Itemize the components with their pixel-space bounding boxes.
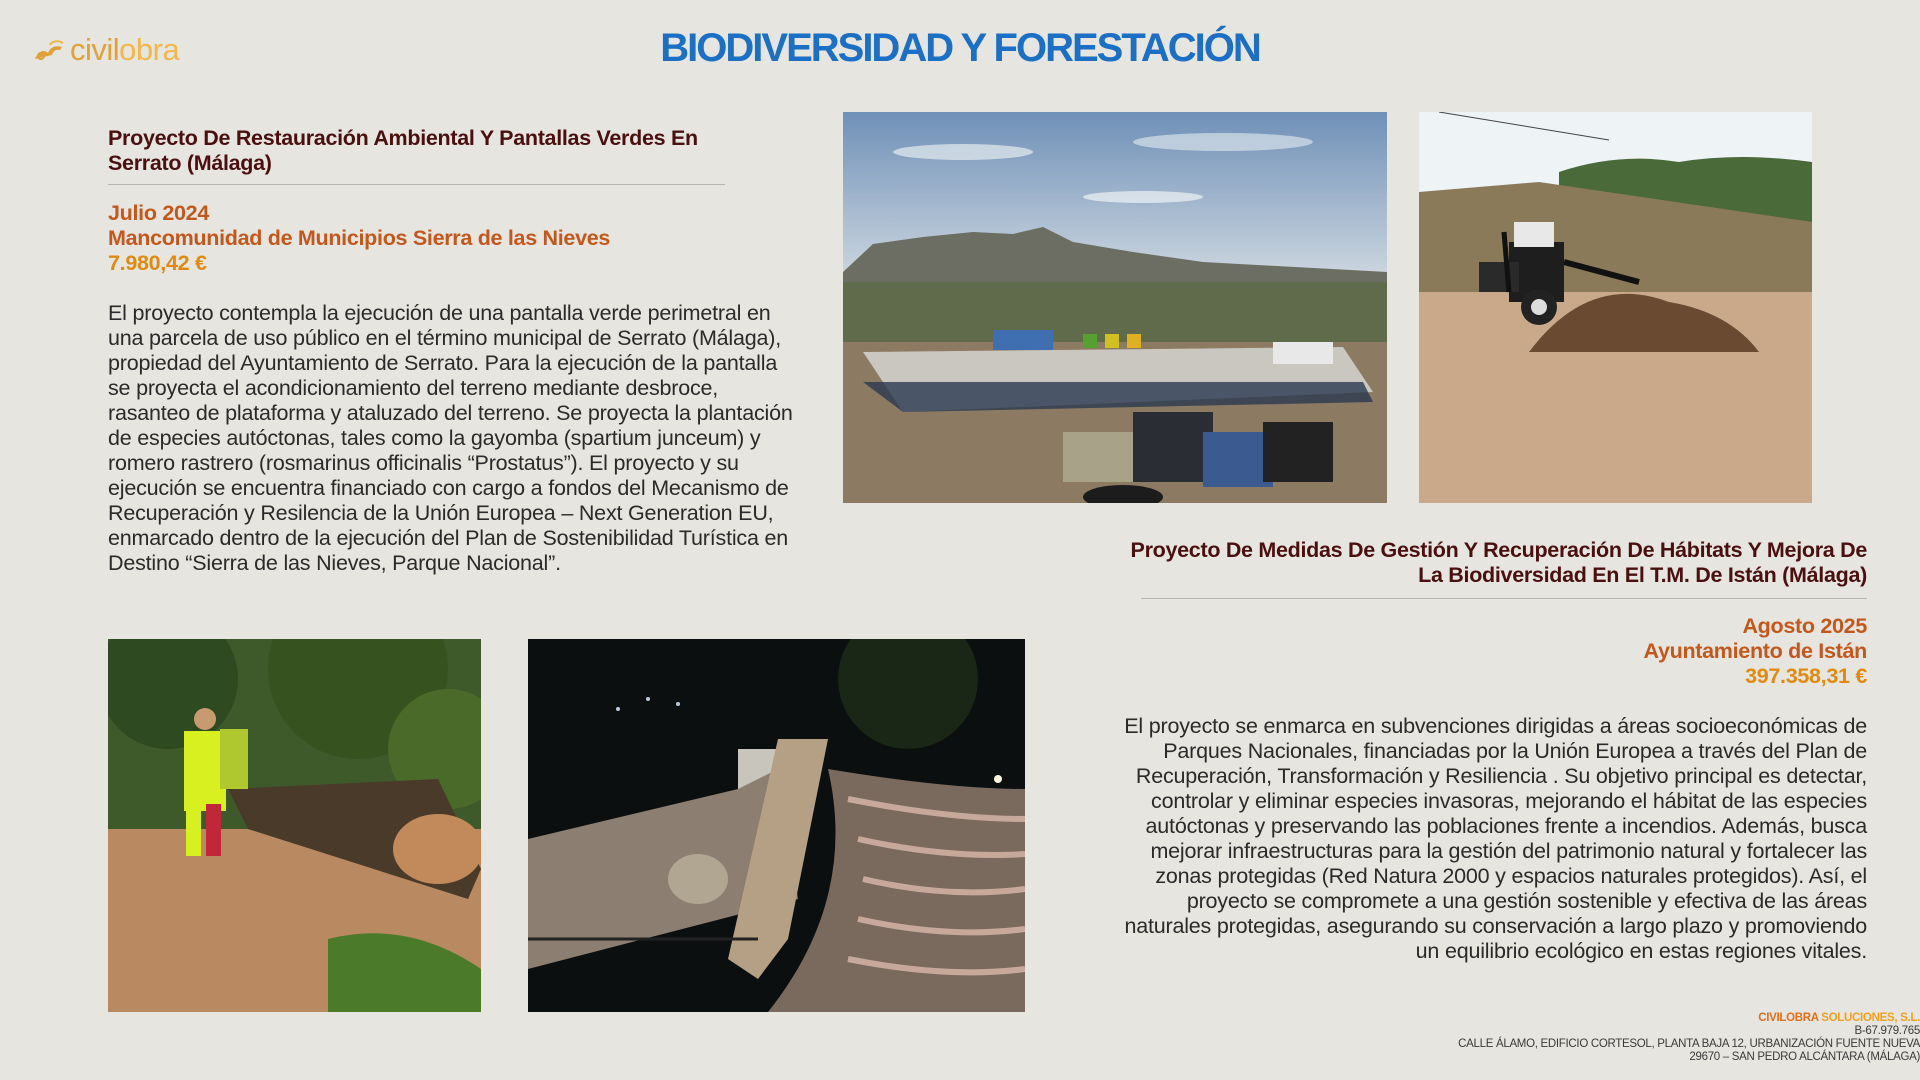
footer-company-name: [1458, 1012, 1920, 1025]
project1-amount: 7.980,42 €: [108, 251, 207, 275]
logo-text-obra: obra: [119, 32, 180, 67]
footer-company-name-part2: SOLUCIONES, S.L.: [1818, 1012, 1920, 1024]
footer-city: 29670 – SAN PEDRO ALCÁNTARA (MÁLAGA): [1689, 1051, 1920, 1063]
footer-address: CALLE ÁLAMO, EDIFICIO CORTESOL, PLANTA BAJA 12, URBANIZACIÓN FUENTE NUEVA: [1458, 1038, 1920, 1050]
project2-date: Agosto 2025: [1742, 614, 1867, 638]
project2-client: Ayuntamiento de Istán: [1643, 639, 1867, 663]
footer-cif: B-67.979.765: [1854, 1025, 1920, 1037]
photo-tree-cutting: [108, 639, 481, 1012]
project2-title: Proyecto De Medidas De Gestión Y Recuperación De Hábitats Y Mejora De La Biodiversidad En El T.M. De Istán (Málaga): [1130, 538, 1867, 587]
logo-text-civil: civil: [70, 32, 120, 67]
page-title: BIODIVERSIDAD Y FORESTACIÓN: [660, 26, 1260, 70]
project2-divider: [1141, 598, 1867, 599]
project2-amount: 397.358,31 €: [1745, 664, 1867, 688]
project1-description: El proyecto contempla la ejecución de una pantalla verde perimetral en una parcela de uso público en el término municipal de Serrato (Málaga), propiedad del Ayuntamiento de Serrato. Para la ejecución de la pantalla se proyecta el acondicionamiento del terreno mediante desbroce, rasanteo de plataforma y ataluzado del terreno. Se proyecta la plantación de especies autóctonas, tales como la gayomba (spartium junceum) y romero rastrero (rosmarinus officinalis “Prostatus”). El proyecto y su ejecución se encuentra financiado con cargo a fondos del Mecanismo de Recuperación y Resilencia de la Unión Europea – Next Generation EU, enmarcado dentro de la ejecución del Plan de Sostenibilidad Turística en Destino “Sierra de las Nieves, Parque Nacional”.: [108, 301, 793, 575]
project1-meta: [108, 201, 748, 276]
footer-company-name-part1: CIVILOBRA: [1758, 1012, 1819, 1024]
project1-title: Proyecto De Restauración Ambiental Y Pantallas Verdes En Serrato (Málaga): [108, 126, 698, 175]
photo-night-amphitheater: [528, 639, 1025, 1012]
footer-company-info: [1458, 1012, 1920, 1064]
project2-meta: [1130, 614, 1867, 689]
project1-divider: [108, 184, 725, 185]
project2-description: El proyecto se enmarca en subvenciones dirigidas a áreas socioeconómicas de Parques Nacionales, financiadas por la Unión Europea a través del Plan de Recuperación, Transformación y Resiliencia . Su objetivo principal es detectar, controlar y eliminar especies invasoras, mejorando el hábitat de las especies autóctonas y preservando las poblaciones frente a incendios. Además, busca mejorar infraestructuras para la gestión del patrimonio natural y fortalecer las zonas protegidas (Red Natura 2000 y espacios naturales protegidos). Así, el proyecto se compromete a una gestión sostenible y efectiva de las áreas naturales protegidas, asegurando su conservación a largo plazo y promoviendo un equilibrio ecológico en estas regiones vitales.: [1124, 714, 1867, 963]
photo-green-screen-site: [843, 112, 1387, 503]
project1-date: Julio 2024: [108, 201, 209, 225]
photo-excavator-work: [1419, 112, 1812, 503]
project1-client: Mancomunidad de Municipios Sierra de las Nieves: [108, 226, 611, 250]
